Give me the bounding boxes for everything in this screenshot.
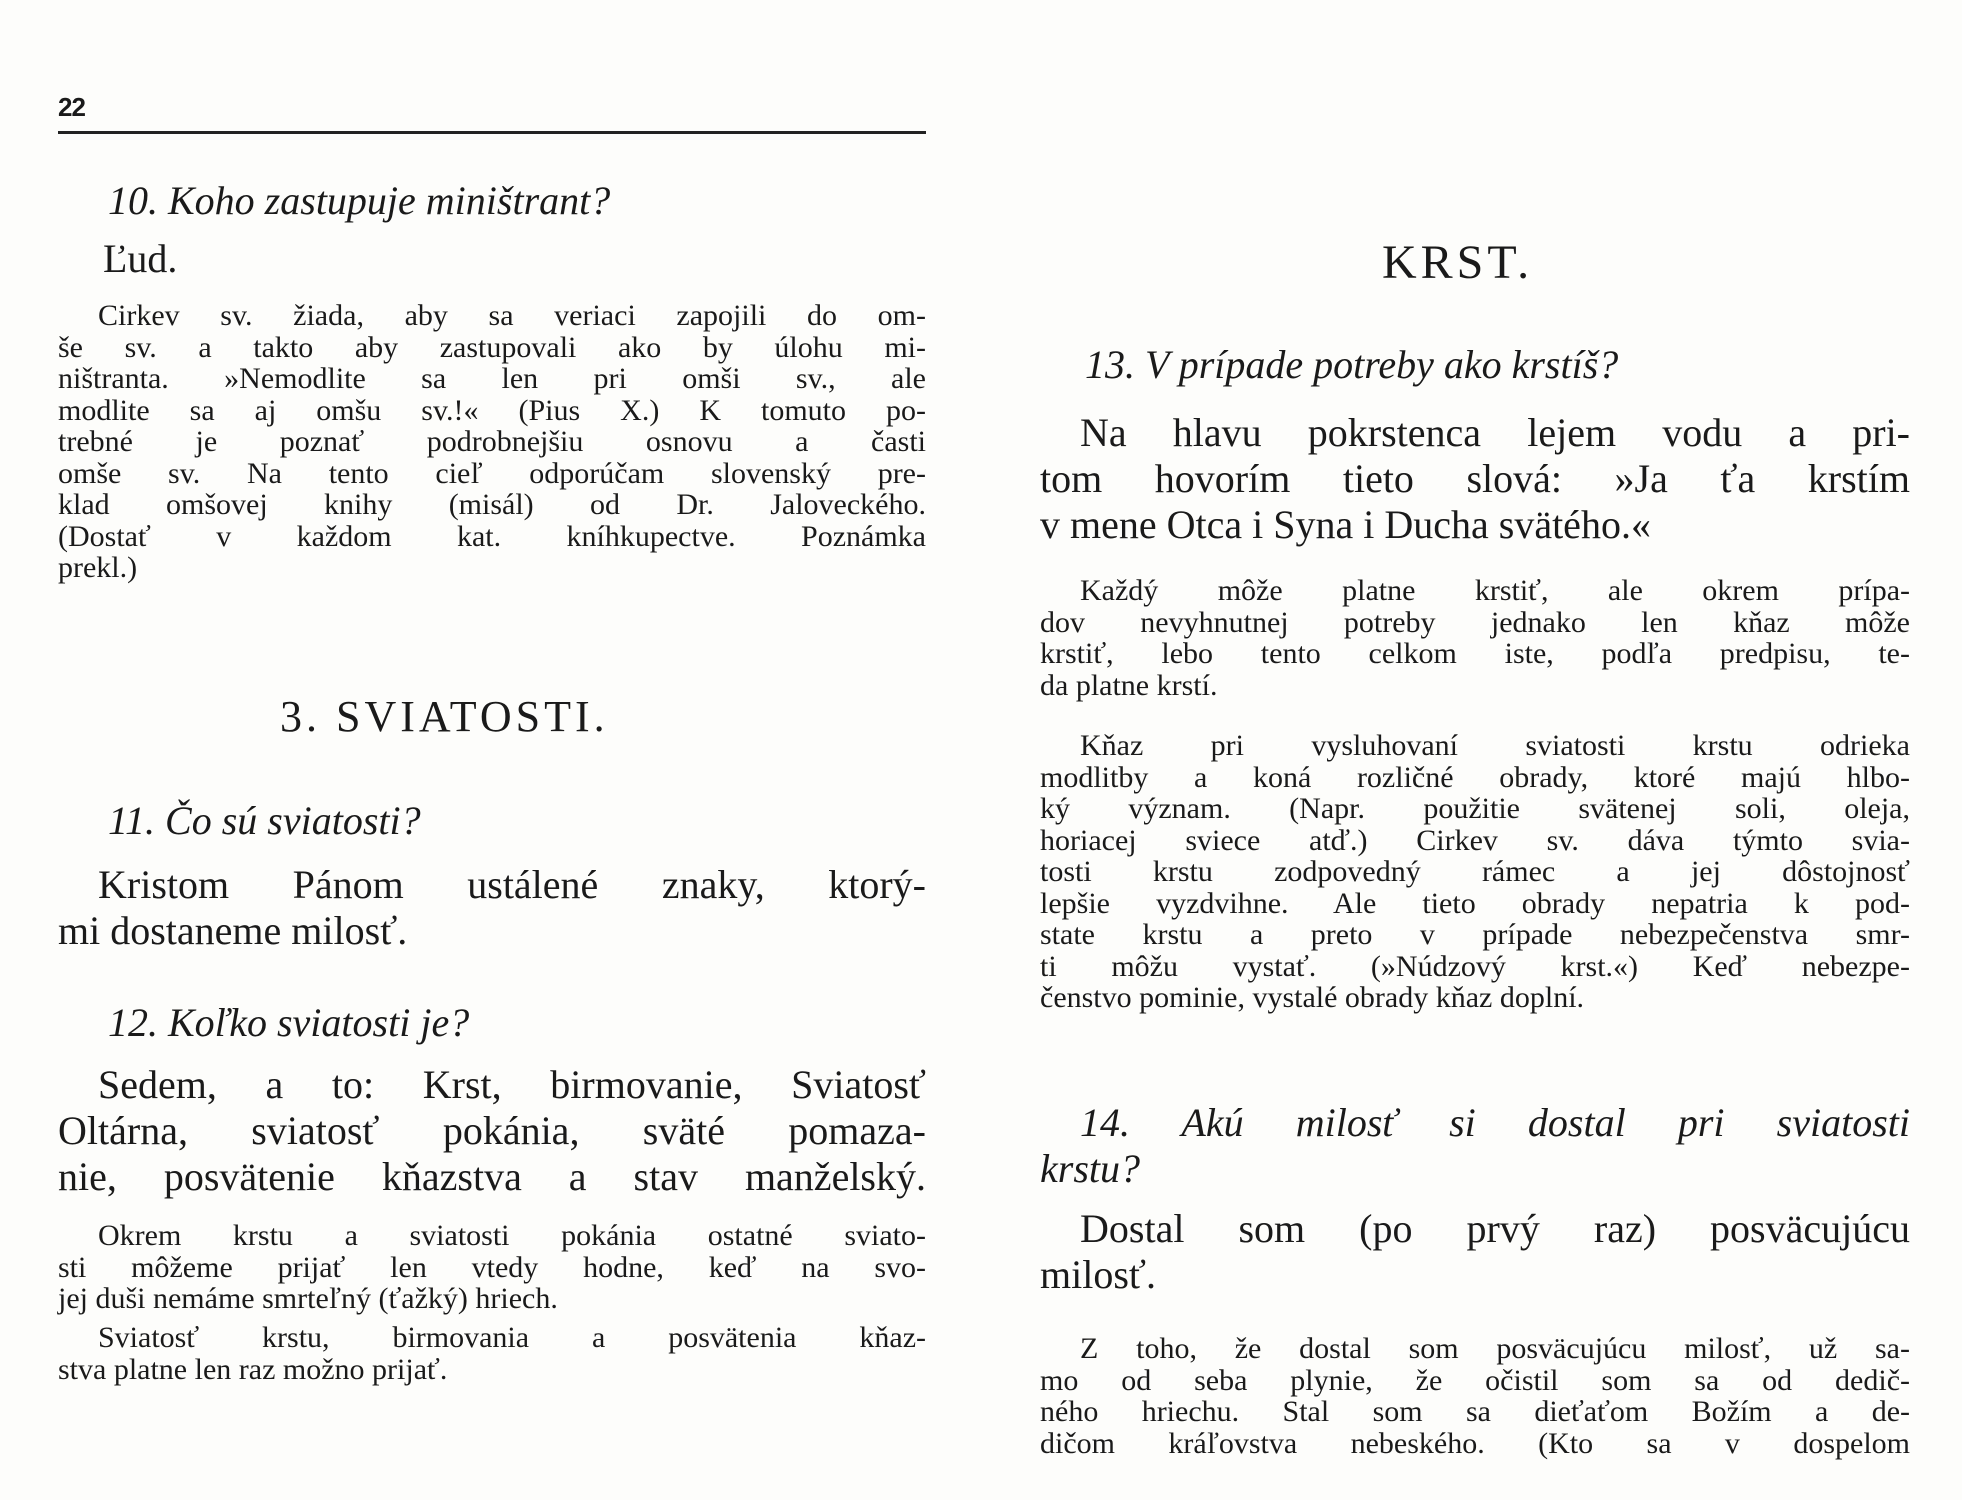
note-12a [58, 1220, 926, 1315]
note-line: dičom kráľovstva nebeského. (Kto sa v dospelom [1040, 1426, 1910, 1460]
note-line: horiacej sviece atď.) Cirkev sv. dáva týmto svia- [1040, 823, 1910, 857]
answer-line: Sedem, a to: Krst, birmovanie, Sviatosť [98, 1062, 926, 1107]
question-line: krstu? [1040, 1146, 1140, 1191]
section-heading-sviatosti: 3. SVIATOSTI. [280, 692, 609, 741]
note-line: še sv. a takto aby zastupovali ako by úlohu mi- [58, 330, 926, 364]
note-line: sti môžeme prijať len vtedy hodne, keď na svo- [58, 1250, 926, 1284]
answer-11 [58, 862, 926, 954]
note-line: ného hriechu. Stal som sa dieťaťom Božím a de- [1040, 1395, 1910, 1428]
answer-12 [58, 1062, 926, 1200]
note-line: modlitby a koná rozličné obrady, ktoré majú hlbo- [1040, 760, 1910, 794]
answer-line: mi dostaneme milosť. [58, 908, 408, 953]
note-line: ti môžu vystať. (»Núdzový krst.«) Keď nebezpe- [1040, 949, 1910, 983]
note-line: Sviatosť krstu, birmovania a posvätenia kňaz- [98, 1321, 926, 1354]
answer-line: tom hovorím tieto slová: »Ja ťa krstím [1040, 456, 1910, 501]
question-13: 13. V prípade potreby ako krstíš? [1085, 342, 1619, 387]
note-line: jej duši nemáme smrteľný (ťažký) hriech. [58, 1282, 558, 1315]
note-line: stva platne len raz možno prijať. [58, 1352, 448, 1386]
note-14 [1040, 1333, 1910, 1459]
note-line: Z toho, že dostal som posväcujúcu milosť, už sa- [1080, 1332, 1910, 1365]
question-12: 12. Koľko sviatosti je? [108, 1000, 470, 1045]
note-line: lepšie vyzdvihne. Ale tieto obrady nepatria k pod- [1040, 886, 1910, 920]
question-10: 10. Koho zastupuje miništrant? [108, 178, 611, 223]
question-11: 11. Čo sú sviatosti? [108, 798, 421, 843]
note-line: klad omšovej knihy (misál) od Dr. Jaloveckého. [58, 488, 926, 521]
note-line: Kňaz pri vysluhovaní sviatosti krstu odrieka [1080, 729, 1910, 762]
note-line: trebné je poznať podrobnejšiu osnovu a časti [58, 425, 926, 458]
answer-line: nie, posvätenie kňazstva a stav manželský. [58, 1154, 926, 1199]
note-line: tosti krstu zodpovedný rámec a jej dôstojnosť [1040, 855, 1910, 888]
note-line: Okrem krstu a sviatosti pokánia ostatné sviato- [98, 1219, 926, 1252]
section-heading-krst: KRST. [1382, 236, 1534, 289]
note-line: ništranta. »Nemodlite sa len pri omši sv., ale [58, 362, 926, 395]
note-line: čenstvo pominie, vystalé obrady kňaz doplní. [1040, 981, 1585, 1014]
note-line: mo od seba plynie, že očistil som sa od dedič- [1040, 1363, 1910, 1397]
header-rule [58, 131, 926, 134]
note-12b [58, 1322, 926, 1385]
answer-line: Na hlavu pokrstenca lejem vodu a pri- [1080, 410, 1910, 455]
question-line: 14. Akú milosť si dostal pri sviatosti [1080, 1100, 1910, 1145]
note-line: omše sv. Na tento cieľ odporúčam slovenský pre- [58, 456, 926, 490]
answer-line: milosť. [1040, 1252, 1156, 1297]
note-line: modlite sa aj omšu sv.!« (Pius X.) K tomuto po- [58, 393, 926, 427]
question-14 [1040, 1100, 1910, 1192]
note-line: krstiť, lebo tento celkom iste, podľa predpisu, te- [1040, 637, 1910, 670]
note-line: prekl.) [58, 551, 138, 584]
note-line: dov nevyhnutnej potreby jednako len kňaz môže [1040, 605, 1910, 639]
note-13a [1040, 575, 1910, 701]
answer-line: Kristom Pánom ustálené znaky, ktorý- [98, 862, 926, 907]
answer-line: Oltárna, sviatosť pokánia, sväté pomaza- [58, 1108, 926, 1153]
note-line: ký význam. (Napr. použitie svätenej soli, oleja, [1040, 792, 1910, 825]
note-line: (Dostať v každom kat. kníhkupectve. Poznámka [58, 519, 926, 553]
answer-13 [1040, 410, 1910, 548]
note-10 [58, 300, 926, 584]
answer-line: Dostal som (po prvý raz) posväcujúcu [1080, 1206, 1910, 1251]
note-line: Každý môže platne krstiť, ale okrem prípa- [1080, 574, 1910, 607]
note-line: Cirkev sv. žiada, aby sa veriaci zapojili do om- [98, 299, 926, 332]
note-13b [1040, 730, 1910, 1014]
note-line: state krstu a preto v prípade nebezpečenstva smr- [1040, 918, 1910, 951]
note-line: da platne krstí. [1040, 668, 1218, 702]
answer-10: Ľud. [103, 236, 178, 281]
page-number: 22 [58, 92, 85, 122]
answer-line: v mene Otca i Syna i Ducha svätého.« [1040, 502, 1651, 547]
answer-14 [1040, 1206, 1910, 1298]
